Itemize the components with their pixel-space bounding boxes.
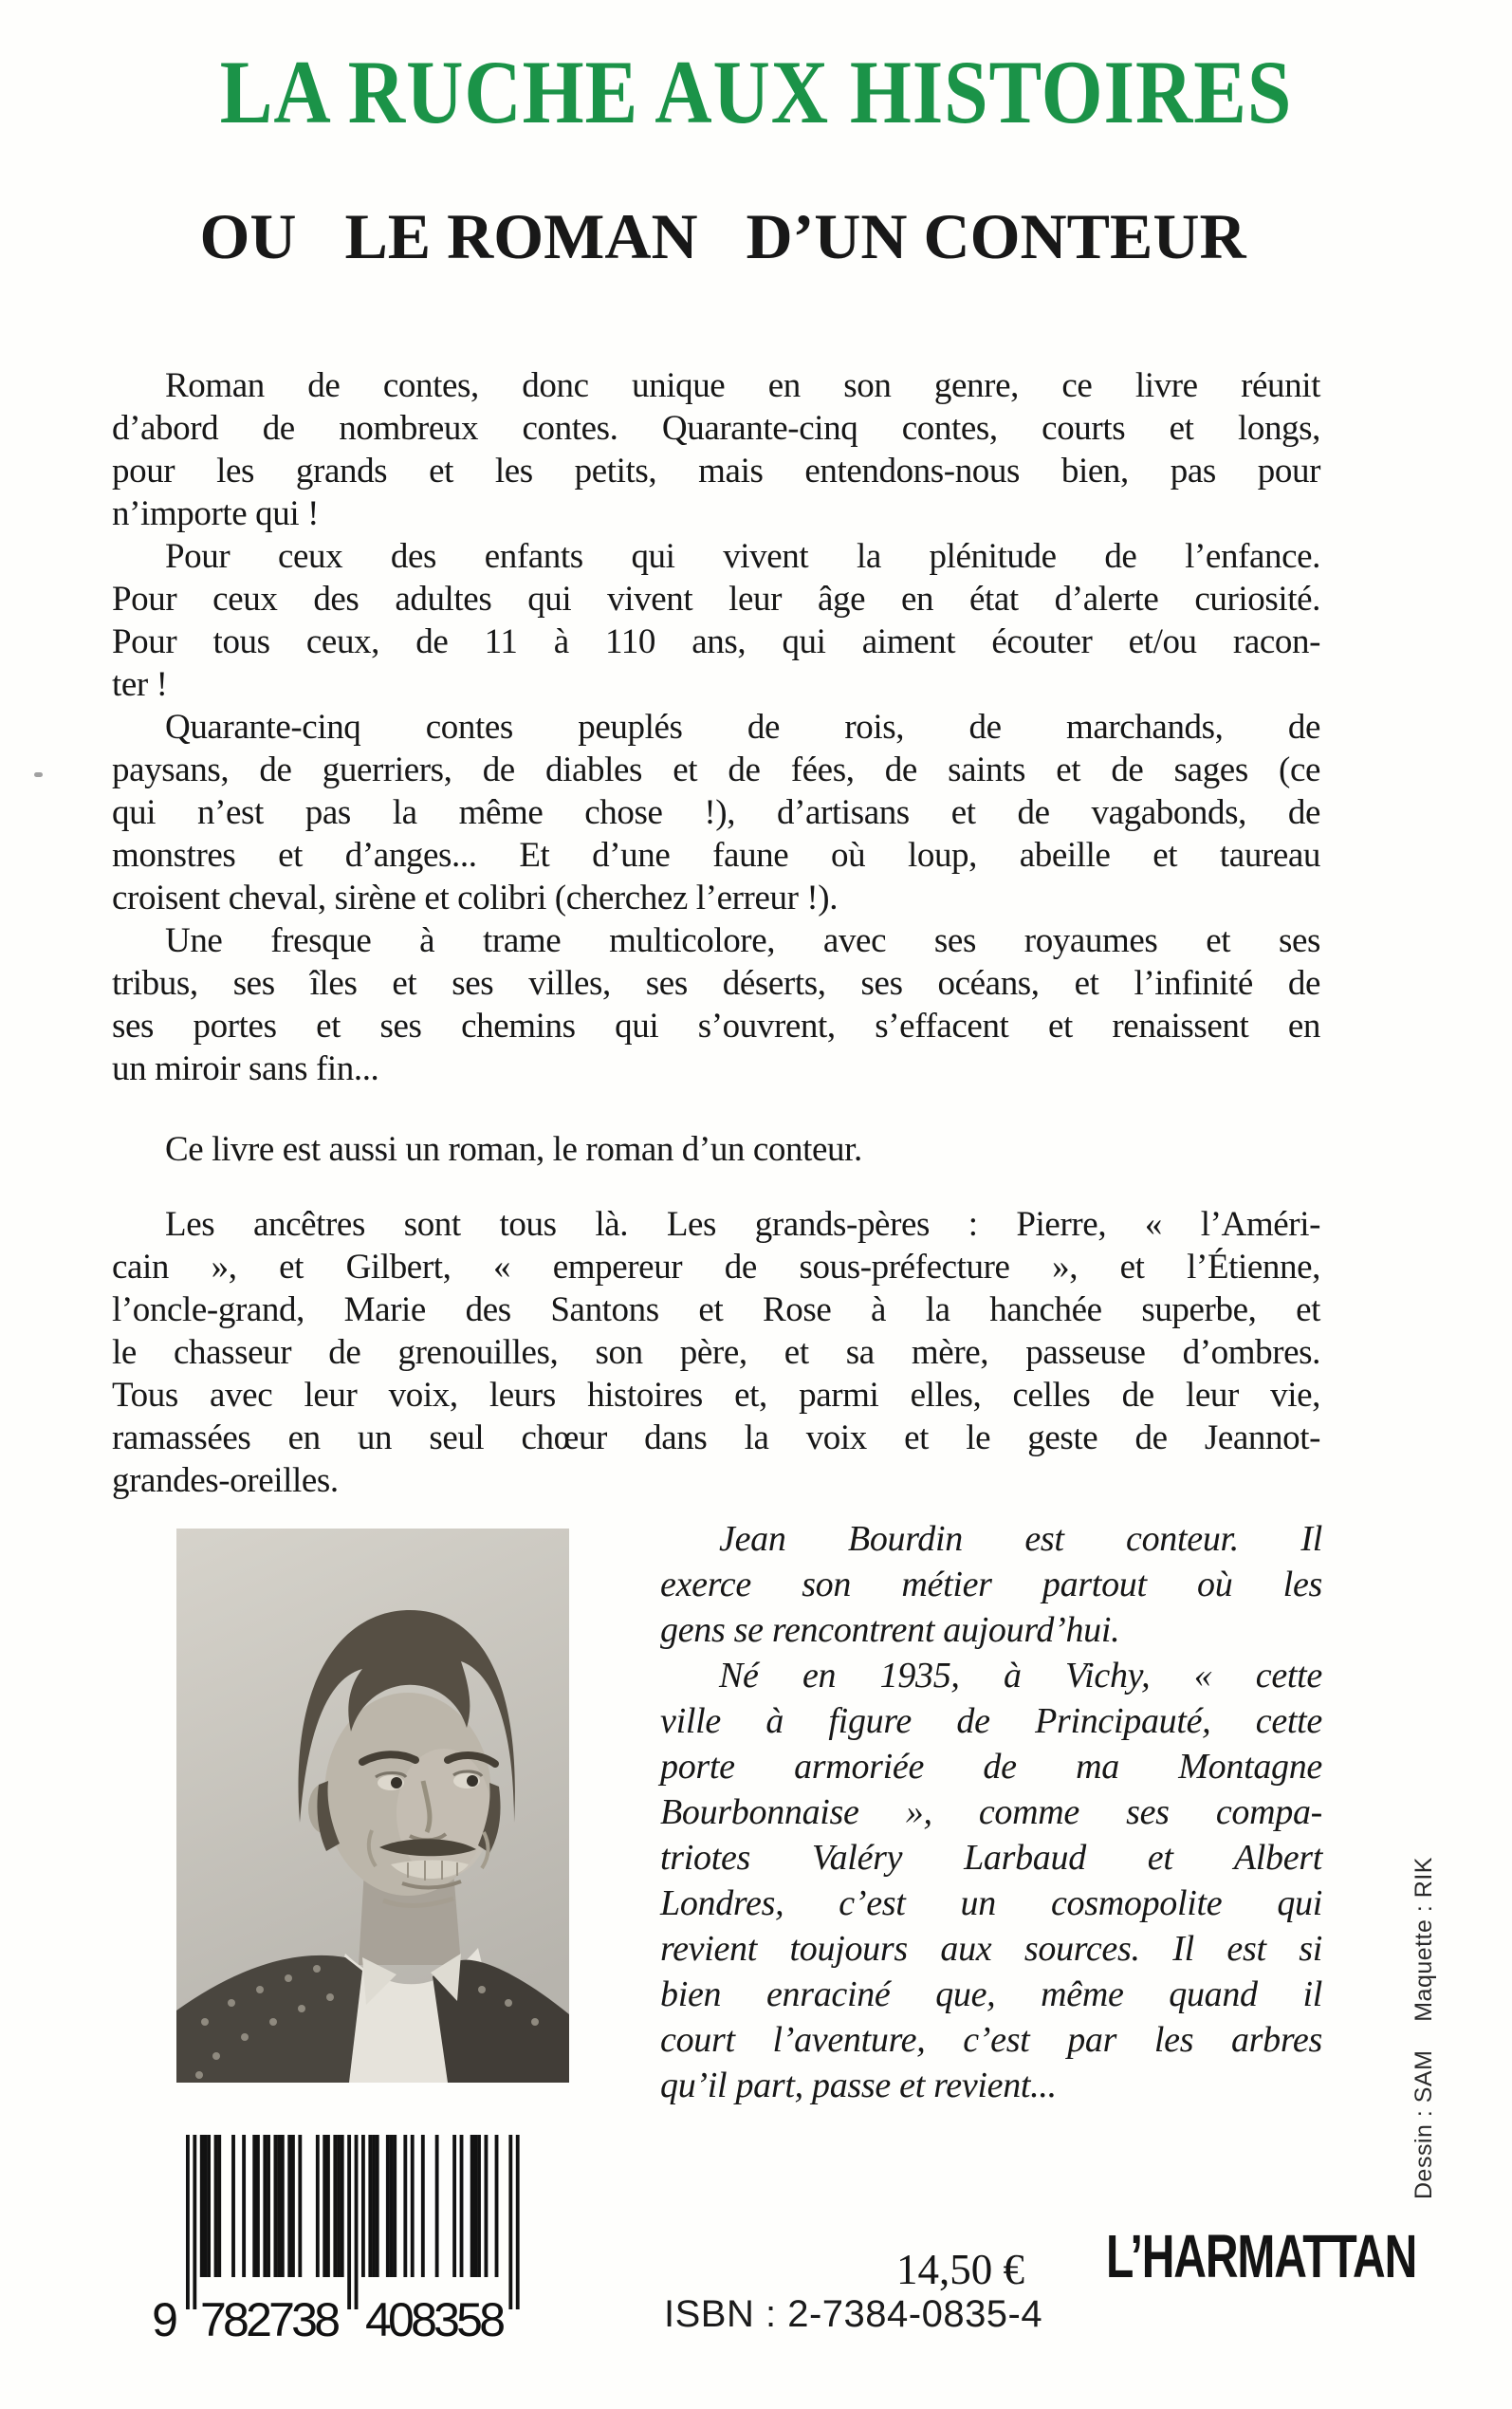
scan-speck — [34, 772, 43, 777]
author-bio — [660, 1516, 1322, 2108]
bio-paragraph-1 — [660, 1516, 1322, 1653]
author-photo — [176, 1529, 569, 2083]
barcode-digits-right: 408358 — [365, 2293, 506, 2340]
text-line: Pour ceux des enfants qui vivent la plénitude de l’enfance. — [165, 537, 1320, 576]
text-line: l’oncle-grand, Marie des Santons et Rose à la hanchée superbe, et — [112, 1290, 1320, 1329]
text-line: cain », et Gilbert, « empereur de sous-préfecture », et l’Étienne, — [112, 1248, 1320, 1287]
isbn: ISBN : 2-7384-0835-4 — [664, 2293, 1043, 2335]
text-line: croisent cheval, sirène et colibri (cherchez l’erreur !). — [112, 879, 839, 917]
text-line: Né en 1935, à Vichy, « cette — [719, 1656, 1322, 1696]
barcode — [150, 2135, 520, 2344]
text-line: Une fresque à trame multicolore, avec ses royaumes et ses — [165, 921, 1320, 960]
text-line: paysans, de guerriers, de diables et de fées, de saints et de sages (ce — [112, 750, 1320, 789]
text-line: triotes Valéry Larbaud et Albert — [660, 1838, 1322, 1878]
blurb-paragraph-2 — [112, 535, 1320, 706]
text-line: grandes-oreilles. — [112, 1461, 339, 1500]
text-line: tribus, ses îles et ses villes, ses déserts, ses océans, et l’infinité de — [112, 964, 1320, 1003]
blurb-paragraph-4 — [112, 919, 1320, 1090]
text-line: le chasseur de grenouilles, son père, et sa mère, passeuse d’ombres. — [112, 1333, 1320, 1372]
text-line: Pour ceux des adultes qui vivent leur âge en état d’alerte curiosité. — [112, 580, 1320, 619]
design-credits-vertical: Dessin : SAM Maquette : RIK — [1411, 1857, 1437, 2199]
text-line: Ce livre est aussi un roman, le roman d’un conteur. — [165, 1130, 862, 1169]
text-line: Les ancêtres sont tous là. Les grands-pères : Pierre, « l’Améri- — [165, 1205, 1320, 1244]
text-line: Londres, c’est un cosmopolite qui — [660, 1883, 1322, 1923]
blurb-paragraph-3 — [112, 706, 1320, 919]
barcode-digit-lead: 9 — [152, 2293, 178, 2340]
text-line: Pour tous ceux, de 11 à 110 ans, qui aiment écouter et/ou racon- — [112, 622, 1320, 661]
text-line: n’importe qui ! — [112, 494, 320, 533]
text-line: revient toujours aux sources. Il est si — [660, 1929, 1322, 1969]
text-line: Roman de contes, donc unique en son genre, ce livre réunit — [165, 366, 1320, 405]
text-line: exerce son métier partout où les — [660, 1565, 1322, 1604]
barcode-digits-left: 782738 — [200, 2293, 341, 2340]
text-line: ses portes et ses chemins qui s’ouvrent, s’effacent et renaissent en — [112, 1007, 1320, 1046]
book-title: LA RUCHE AUX HISTOIRES — [219, 42, 1293, 142]
author-portrait-illustration — [176, 1529, 569, 2083]
text-line: Jean Bourdin est conteur. Il — [719, 1519, 1322, 1559]
price: 14,50 € — [896, 2246, 1024, 2293]
book-subtitle: OU LE ROMAN D’UN CONTEUR — [199, 200, 1246, 272]
text-line: ter ! — [112, 665, 168, 704]
text-line: pour les grands et les petits, mais entendons-nous bien, pas pour — [112, 452, 1320, 491]
publisher-logo: L’HARMATTAN — [1106, 2222, 1417, 2290]
text-line: Tous avec leur voix, leurs histoires et, parmi elles, celles de leur vie, — [112, 1376, 1320, 1415]
text-line: qu’il part, passe et revient... — [660, 2066, 1057, 2105]
blurb — [112, 364, 1320, 1502]
blurb-paragraph-1 — [112, 364, 1320, 535]
text-line: bien enraciné que, même quand il — [660, 1974, 1322, 2014]
blurb-paragraph-5 — [112, 1128, 1320, 1171]
barcode-svg — [150, 2135, 520, 2340]
barcode-bars — [186, 2135, 520, 2309]
text-line: qui n’est pas la même chose !), d’artisans et de vagabonds, de — [112, 793, 1320, 832]
text-line: Quarante-cinq contes peuplés de rois, de marchands, de — [165, 708, 1320, 747]
text-line: ville à figure de Principauté, cette — [660, 1701, 1322, 1741]
text-line: un miroir sans fin... — [112, 1049, 379, 1088]
text-line: Bourbonnaise », comme ses compa- — [660, 1792, 1322, 1832]
text-line: gens se rencontrent aujourd’hui. — [660, 1610, 1120, 1650]
blurb-paragraph-6 — [112, 1203, 1320, 1502]
text-line: porte armoriée de ma Montagne — [660, 1747, 1322, 1787]
bio-paragraph-2 — [660, 1653, 1322, 2108]
text-line: ramassées en un seul chœur dans la voix et le geste de Jeannot- — [112, 1418, 1320, 1457]
text-line: d’abord de nombreux contes. Quarante-cinq contes, courts et longs, — [112, 409, 1320, 448]
text-line: court l’aventure, c’est par les arbres — [660, 2020, 1322, 2060]
text-line: monstres et d’anges... Et d’une faune où loup, abeille et taureau — [112, 836, 1320, 875]
